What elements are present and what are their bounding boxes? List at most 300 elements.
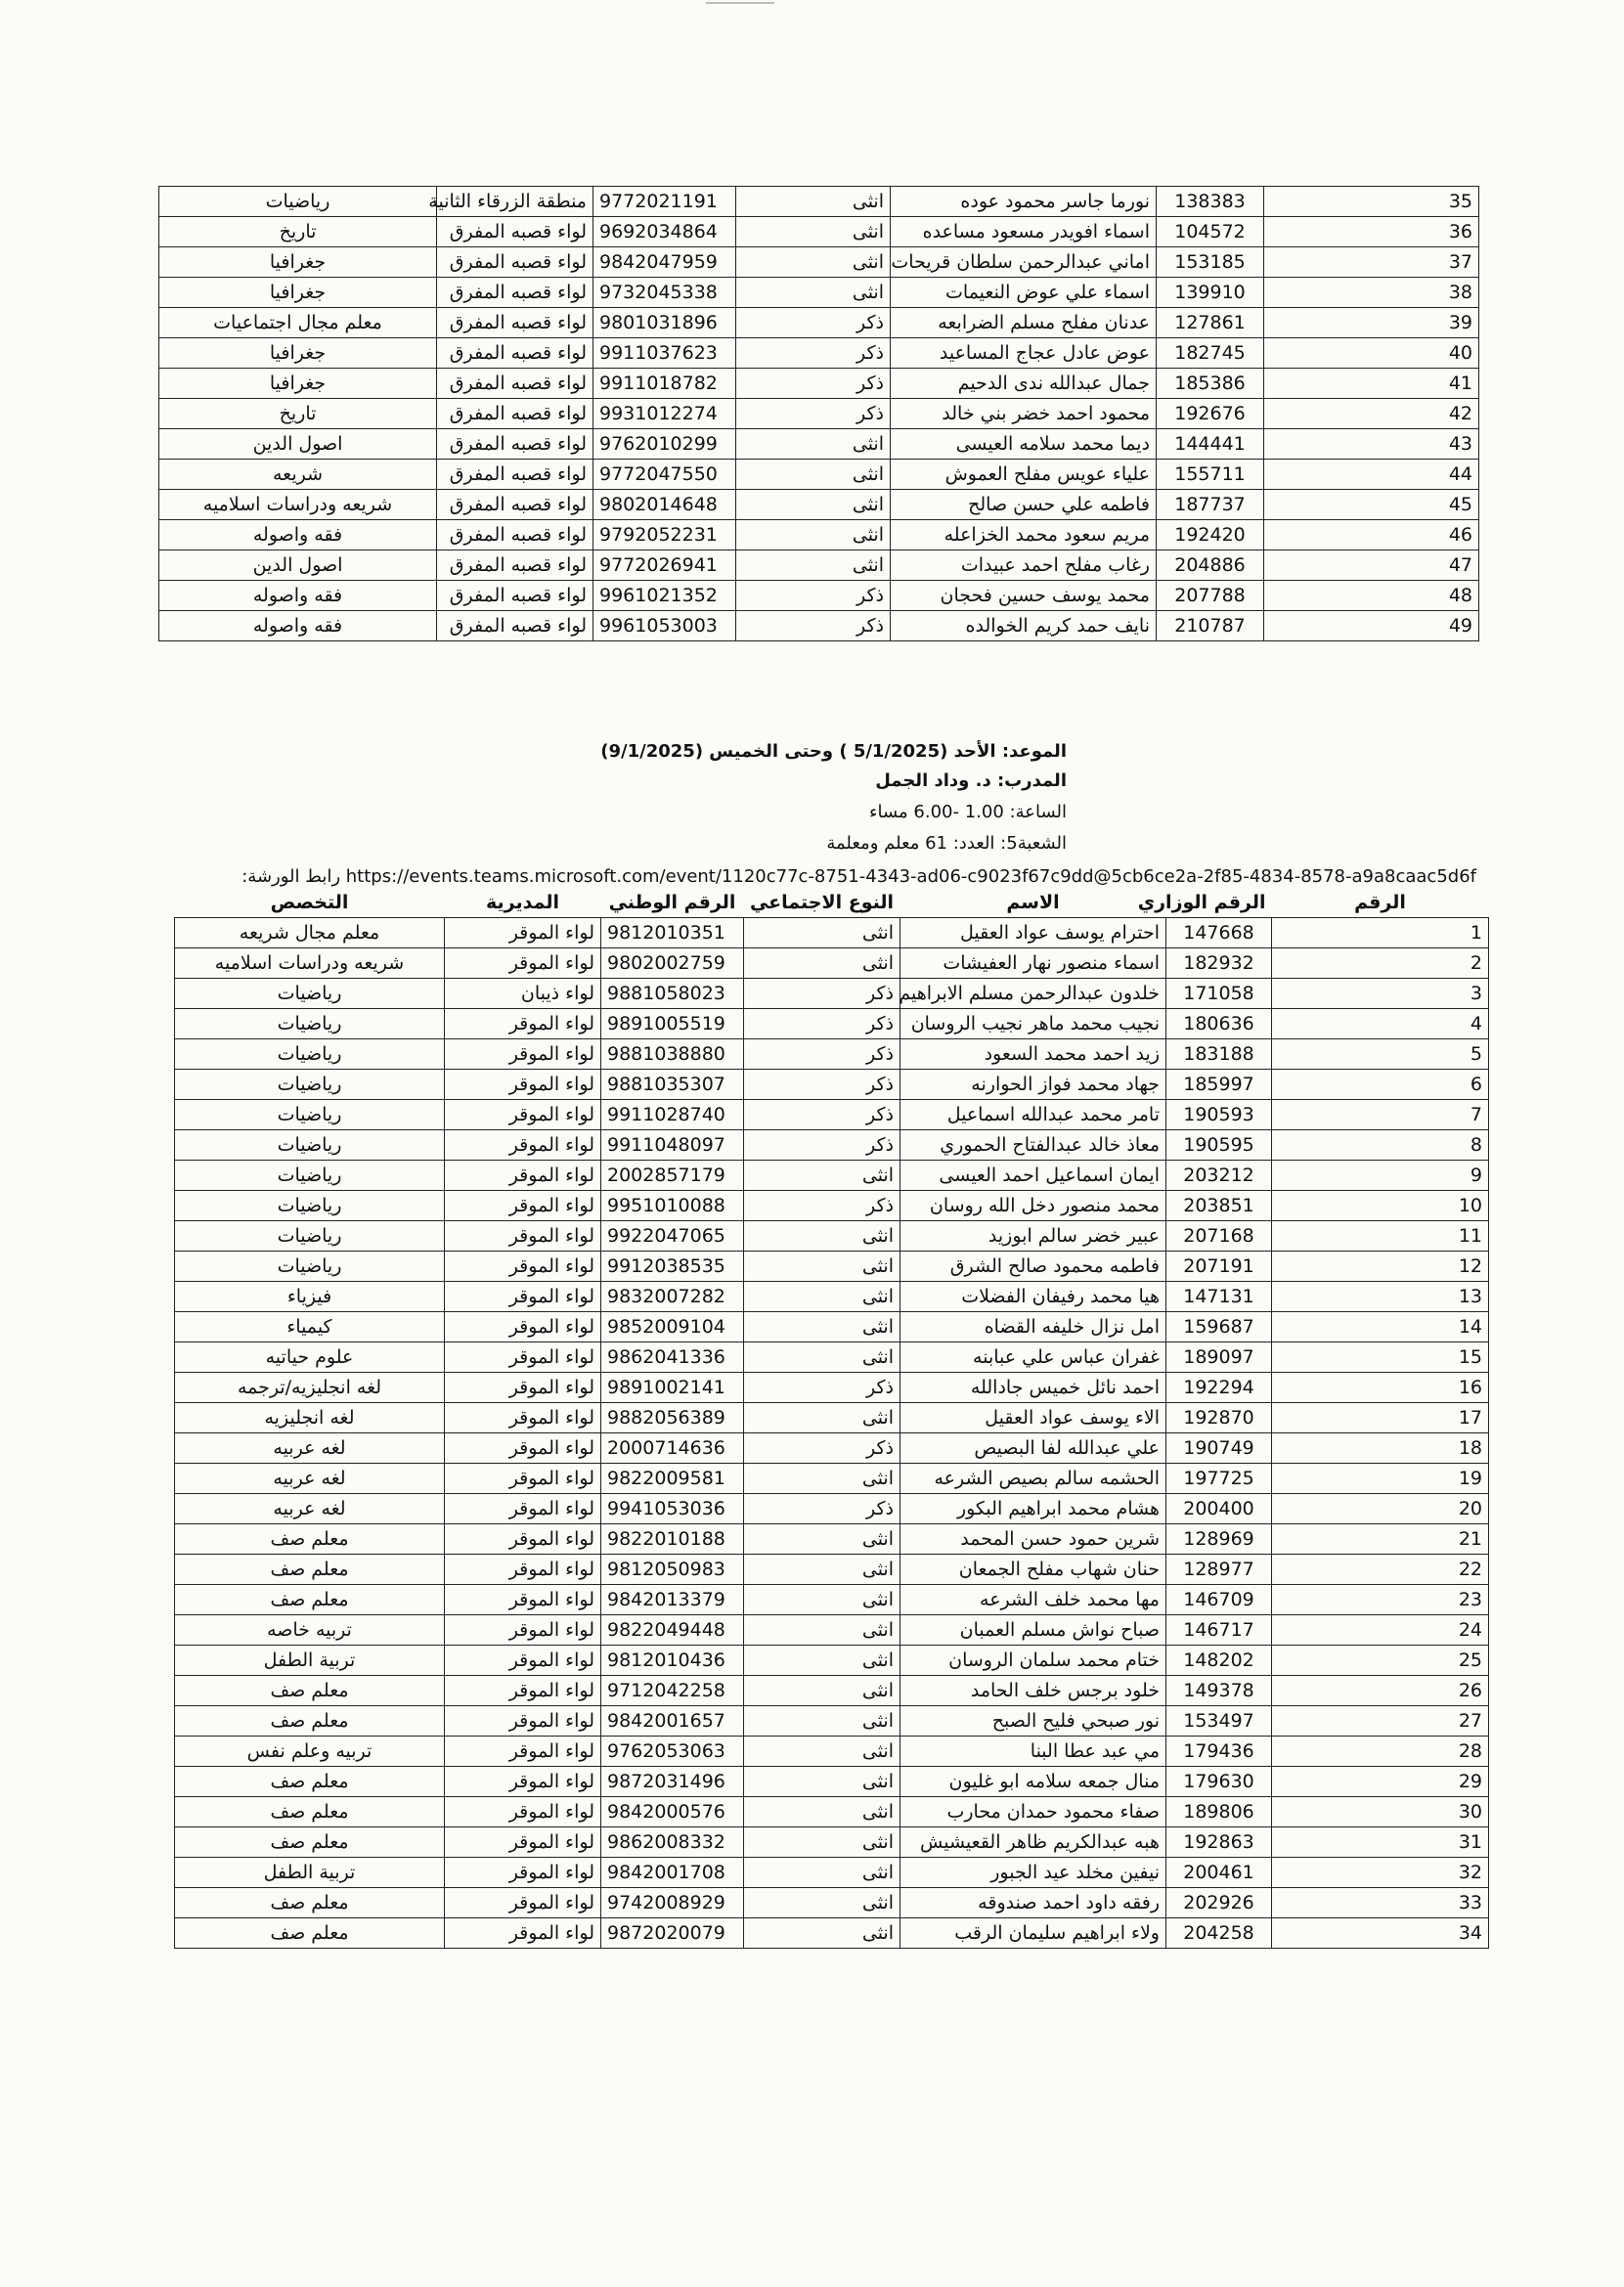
specialization-cell: رياضيات bbox=[175, 1070, 445, 1100]
ministry-id-cell: 190595 bbox=[1166, 1130, 1272, 1161]
index-cell: 41 bbox=[1264, 369, 1479, 399]
name-cell: زيد احمد محمد السعود bbox=[900, 1039, 1166, 1070]
workshop-link bbox=[166, 866, 1476, 887]
ministry-id-cell: 139910 bbox=[1157, 278, 1264, 308]
national-id-cell: 9941053036 bbox=[601, 1494, 744, 1524]
name-cell: مي عبد عطا البنا bbox=[900, 1737, 1166, 1767]
ministry-id-cell: 192294 bbox=[1166, 1373, 1272, 1403]
index-cell: 35 bbox=[1264, 187, 1479, 217]
ministry-id-cell: 207788 bbox=[1157, 581, 1264, 611]
index-cell: 19 bbox=[1272, 1464, 1489, 1494]
name-cell: جهاد محمد فواز الحوارنه bbox=[900, 1070, 1166, 1100]
gender-cell: انثى bbox=[744, 1342, 900, 1373]
directorate-cell: لواء الموقر bbox=[445, 1312, 601, 1342]
name-cell: نايف حمد كريم الخوالده bbox=[891, 611, 1157, 641]
name-cell: فاطمه محمود صالح الشرق bbox=[900, 1252, 1166, 1282]
index-cell: 5 bbox=[1272, 1039, 1489, 1070]
directorate-cell: لواء قصبه المفرق bbox=[437, 550, 593, 581]
specialization-cell: رياضيات bbox=[175, 1161, 445, 1191]
table-row bbox=[175, 1737, 1489, 1767]
name-cell: هبه عبدالكريم ظاهر القعيشيش bbox=[900, 1827, 1166, 1858]
table-row bbox=[175, 1555, 1489, 1585]
index-cell: 8 bbox=[1272, 1130, 1489, 1161]
ministry-id-cell: 190593 bbox=[1166, 1100, 1272, 1130]
index-cell: 29 bbox=[1272, 1767, 1489, 1797]
index-cell: 44 bbox=[1264, 460, 1479, 490]
directorate-cell: لواء الموقر bbox=[445, 1827, 601, 1858]
specialization-cell: رياضيات bbox=[175, 979, 445, 1009]
table-row bbox=[159, 369, 1479, 399]
gender-cell: ذكر bbox=[744, 1191, 900, 1221]
gender-cell: انثى bbox=[744, 1524, 900, 1555]
index-cell: 31 bbox=[1272, 1827, 1489, 1858]
index-cell: 21 bbox=[1272, 1524, 1489, 1555]
ministry-id-cell: 138383 bbox=[1157, 187, 1264, 217]
directorate-cell: لواء الموقر bbox=[445, 1706, 601, 1737]
index-cell: 23 bbox=[1272, 1585, 1489, 1615]
table-row bbox=[175, 948, 1489, 979]
specialization-cell: تربيه وعلم نفس bbox=[175, 1737, 445, 1767]
gender-cell: انثى bbox=[744, 1706, 900, 1737]
specialization-cell: معلم صف bbox=[175, 1918, 445, 1949]
directorate-cell: لواء الموقر bbox=[445, 1433, 601, 1464]
gender-cell: انثى bbox=[744, 1646, 900, 1676]
name-cell: عدنان مفلح مسلم الضرابعه bbox=[891, 308, 1157, 338]
specialization-cell: لغه عربيه bbox=[175, 1494, 445, 1524]
ministry-id-cell: 146717 bbox=[1166, 1615, 1272, 1646]
national-id-cell: 9862008332 bbox=[601, 1827, 744, 1858]
specialization-cell: جغرافيا bbox=[159, 247, 437, 278]
name-cell: شرين حمود حسن المحمد bbox=[900, 1524, 1166, 1555]
table-row bbox=[159, 338, 1479, 369]
national-id-cell: 9772026941 bbox=[593, 550, 736, 581]
directorate-cell: لواء الموقر bbox=[445, 1221, 601, 1252]
index-cell: 4 bbox=[1272, 1009, 1489, 1039]
gender-cell: انثى bbox=[744, 1888, 900, 1918]
specialization-cell: رياضيات bbox=[175, 1039, 445, 1070]
directorate-cell: لواء قصبه المفرق bbox=[437, 217, 593, 247]
directorate-cell: لواء الموقر bbox=[445, 1342, 601, 1373]
gender-cell: انثى bbox=[744, 1767, 900, 1797]
name-cell: نور صبحي فليح الصبح bbox=[900, 1706, 1166, 1737]
national-id-cell: 9822049448 bbox=[601, 1615, 744, 1646]
directorate-cell: لواء الموقر bbox=[445, 918, 601, 948]
index-cell: 32 bbox=[1272, 1858, 1489, 1888]
index-cell: 34 bbox=[1272, 1918, 1489, 1949]
gender-cell: انثى bbox=[744, 918, 900, 948]
directorate-cell: لواء الموقر bbox=[445, 1646, 601, 1676]
name-cell: محمد يوسف حسين فحجان bbox=[891, 581, 1157, 611]
specialization-cell: فقه واصوله bbox=[159, 611, 437, 641]
directorate-cell: لواء الموقر bbox=[445, 1767, 601, 1797]
gender-cell: انثى bbox=[736, 217, 891, 247]
directorate-cell: لواء الموقر bbox=[445, 1888, 601, 1918]
name-cell: رغاب مفلح احمد عبيدات bbox=[891, 550, 1157, 581]
specialization-cell: تاريخ bbox=[159, 217, 437, 247]
national-id-cell: 9961053003 bbox=[593, 611, 736, 641]
national-id-cell: 9801031896 bbox=[593, 308, 736, 338]
ministry-id-cell: 185997 bbox=[1166, 1070, 1272, 1100]
index-cell: 47 bbox=[1264, 550, 1479, 581]
gender-cell: انثى bbox=[744, 1555, 900, 1585]
index-cell: 1 bbox=[1272, 918, 1489, 948]
gender-cell: ذكر bbox=[736, 611, 891, 641]
national-id-cell: 9951010088 bbox=[601, 1191, 744, 1221]
ministry-id-cell: 210787 bbox=[1157, 611, 1264, 641]
national-id-cell: 9742008929 bbox=[601, 1888, 744, 1918]
directorate-cell: لواء الموقر bbox=[445, 1403, 601, 1433]
ministry-id-cell: 190749 bbox=[1166, 1433, 1272, 1464]
ministry-id-cell: 207191 bbox=[1166, 1252, 1272, 1282]
directorate-cell: لواء الموقر bbox=[445, 1615, 601, 1646]
ministry-id-cell: 204258 bbox=[1166, 1918, 1272, 1949]
name-cell: علي عبدالله لفا البصيص bbox=[900, 1433, 1166, 1464]
gender-cell: انثى bbox=[736, 278, 891, 308]
national-id-cell: 9762010299 bbox=[593, 429, 736, 460]
workshop-link-url[interactable]: https://events.teams.microsoft.com/event/1120c77c-8751-4343-ad06-c9023f67c9dd@5cb6ce2a-2f85-4834-8578-a9a8caac5d6f bbox=[345, 866, 1476, 887]
index-cell: 46 bbox=[1264, 520, 1479, 550]
gender-cell: ذكر bbox=[744, 1494, 900, 1524]
table-row bbox=[175, 1070, 1489, 1100]
directorate-cell: لواء قصبه المفرق bbox=[437, 460, 593, 490]
ministry-id-cell: 149378 bbox=[1166, 1676, 1272, 1706]
specialization-cell: معلم صف bbox=[175, 1888, 445, 1918]
specialization-cell: لغه عربيه bbox=[175, 1433, 445, 1464]
ministry-id-cell: 155711 bbox=[1157, 460, 1264, 490]
table-row bbox=[175, 1706, 1489, 1737]
table-row bbox=[175, 1282, 1489, 1312]
table-row bbox=[175, 1252, 1489, 1282]
gender-cell: انثى bbox=[744, 1827, 900, 1858]
directorate-cell: لواء الموقر bbox=[445, 1464, 601, 1494]
gender-cell: انثى bbox=[744, 1161, 900, 1191]
ministry-id-cell: 128977 bbox=[1166, 1555, 1272, 1585]
directorate-cell: لواء الموقر bbox=[445, 1161, 601, 1191]
national-id-cell: 9882056389 bbox=[601, 1403, 744, 1433]
name-cell: مريم سعود محمد الخزاعله bbox=[891, 520, 1157, 550]
index-cell: 12 bbox=[1272, 1252, 1489, 1282]
table-row bbox=[159, 550, 1479, 581]
ministry-id-cell: 180636 bbox=[1166, 1009, 1272, 1039]
ministry-id-cell: 179436 bbox=[1166, 1737, 1272, 1767]
index-cell: 38 bbox=[1264, 278, 1479, 308]
directorate-cell: لواء الموقر bbox=[445, 1252, 601, 1282]
table-row bbox=[175, 1009, 1489, 1039]
table-row bbox=[159, 460, 1479, 490]
directorate-cell: لواء الموقر bbox=[445, 1070, 601, 1100]
table-row bbox=[175, 1918, 1489, 1949]
gender-cell: انثى bbox=[744, 1797, 900, 1827]
directorate-cell: لواء قصبه المفرق bbox=[437, 369, 593, 399]
specialization-cell: تربيه خاصه bbox=[175, 1615, 445, 1646]
name-cell: الاء يوسف عواد العقيل bbox=[900, 1403, 1166, 1433]
ministry-id-cell: 204886 bbox=[1157, 550, 1264, 581]
index-cell: 42 bbox=[1264, 399, 1479, 429]
national-id-cell: 9802002759 bbox=[601, 948, 744, 979]
national-id-cell: 9842013379 bbox=[601, 1585, 744, 1615]
specialization-cell: لغه انجليزيه bbox=[175, 1403, 445, 1433]
name-cell: ايمان اسماعيل احمد العيسى bbox=[900, 1161, 1166, 1191]
name-cell: اسماء افويدر مسعود مساعده bbox=[891, 217, 1157, 247]
section-count: الشعبة5: العدد: 61 معلم ومعلمة bbox=[826, 833, 1067, 854]
name-cell: الحشمه سالم بصيص الشرعه bbox=[900, 1464, 1166, 1494]
table-row bbox=[175, 1888, 1489, 1918]
index-cell: 45 bbox=[1264, 490, 1479, 520]
national-id-cell: 9872031496 bbox=[601, 1767, 744, 1797]
table-row bbox=[175, 1646, 1489, 1676]
ministry-id-cell: 171058 bbox=[1166, 979, 1272, 1009]
national-id-cell: 9922047065 bbox=[601, 1221, 744, 1252]
gender-cell: ذكر bbox=[744, 1039, 900, 1070]
index-cell: 14 bbox=[1272, 1312, 1489, 1342]
ministry-id-cell: 200400 bbox=[1166, 1494, 1272, 1524]
table-row bbox=[159, 611, 1479, 641]
specialization-cell: رياضيات bbox=[175, 1009, 445, 1039]
table-row bbox=[159, 308, 1479, 338]
national-id-cell: 9931012274 bbox=[593, 399, 736, 429]
specialization-cell: جغرافيا bbox=[159, 338, 437, 369]
header-national-id: الرقم الوطني bbox=[601, 888, 744, 918]
gender-cell: ذكر bbox=[744, 1373, 900, 1403]
specialization-cell: فقه واصوله bbox=[159, 520, 437, 550]
header-ministry-id: الرقم الوزاري bbox=[1166, 888, 1272, 918]
ministry-id-cell: 153497 bbox=[1166, 1706, 1272, 1737]
ministry-id-cell: 153185 bbox=[1157, 247, 1264, 278]
table-row bbox=[159, 278, 1479, 308]
national-id-cell: 9732045338 bbox=[593, 278, 736, 308]
index-cell: 10 bbox=[1272, 1191, 1489, 1221]
gender-cell: انثى bbox=[736, 187, 891, 217]
header-name: الاسم bbox=[900, 888, 1166, 918]
gender-cell: انثى bbox=[744, 948, 900, 979]
directorate-cell: لواء الموقر bbox=[445, 1282, 601, 1312]
specialization-cell: جغرافيا bbox=[159, 369, 437, 399]
table-row bbox=[175, 1524, 1489, 1555]
specialization-cell: تاريخ bbox=[159, 399, 437, 429]
index-cell: 37 bbox=[1264, 247, 1479, 278]
name-cell: حنان شهاب مفلح الجمعان bbox=[900, 1555, 1166, 1585]
national-id-cell: 9862041336 bbox=[601, 1342, 744, 1373]
directorate-cell: لواء الموقر bbox=[445, 1858, 601, 1888]
schedule-date: الموعد: الأحد (5/1/2025 ) وحتى الخميس (9/1/2025) bbox=[600, 741, 1067, 762]
national-id-cell: 9911048097 bbox=[601, 1130, 744, 1161]
table-row bbox=[159, 429, 1479, 460]
name-cell: ولاء ابراهيم سليمان الرقب bbox=[900, 1918, 1166, 1949]
name-cell: محمد منصور دخل الله روسان bbox=[900, 1191, 1166, 1221]
trainer-name: المدرب: د. وداد الجمل bbox=[875, 770, 1067, 791]
table-row bbox=[175, 1403, 1489, 1433]
gender-cell: انثى bbox=[744, 1615, 900, 1646]
table-row bbox=[159, 490, 1479, 520]
national-id-cell: 9762053063 bbox=[601, 1737, 744, 1767]
specialization-cell: فقه واصوله bbox=[159, 581, 437, 611]
name-cell: اسماء علي عوض النعيمات bbox=[891, 278, 1157, 308]
ministry-id-cell: 192863 bbox=[1166, 1827, 1272, 1858]
table-row bbox=[175, 1342, 1489, 1373]
ministry-id-cell: 197725 bbox=[1166, 1464, 1272, 1494]
gender-cell: ذكر bbox=[736, 369, 891, 399]
name-cell: محمود احمد خضر بني خالد bbox=[891, 399, 1157, 429]
roster-table-continued bbox=[158, 186, 1479, 641]
specialization-cell: جغرافيا bbox=[159, 278, 437, 308]
ministry-id-cell: 148202 bbox=[1166, 1646, 1272, 1676]
national-id-cell: 9812010351 bbox=[601, 918, 744, 948]
directorate-cell: لواء الموقر bbox=[445, 1585, 601, 1615]
workshop-link-label: رابط الورشة: bbox=[241, 866, 341, 887]
index-cell: 15 bbox=[1272, 1342, 1489, 1373]
specialization-cell: رياضيات bbox=[175, 1252, 445, 1282]
gender-cell: انثى bbox=[744, 1858, 900, 1888]
specialization-cell: رياضيات bbox=[175, 1191, 445, 1221]
ministry-id-cell: 182932 bbox=[1166, 948, 1272, 979]
index-cell: 48 bbox=[1264, 581, 1479, 611]
gender-cell: انثى bbox=[744, 1737, 900, 1767]
table-row bbox=[175, 1464, 1489, 1494]
national-id-cell: 9872020079 bbox=[601, 1918, 744, 1949]
table-row bbox=[175, 1039, 1489, 1070]
table-row bbox=[175, 1100, 1489, 1130]
index-cell: 9 bbox=[1272, 1161, 1489, 1191]
ministry-id-cell: 203212 bbox=[1166, 1161, 1272, 1191]
directorate-cell: لواء الموقر bbox=[445, 1191, 601, 1221]
gender-cell: ذكر bbox=[736, 338, 891, 369]
name-cell: فاطمه علي حسن صالح bbox=[891, 490, 1157, 520]
gender-cell: انثى bbox=[736, 490, 891, 520]
name-cell: ختام محمد سلمان الروسان bbox=[900, 1646, 1166, 1676]
specialization-cell: رياضيات bbox=[175, 1221, 445, 1252]
header-directorate: المديرية bbox=[445, 888, 601, 918]
name-cell: امل نزال خليفه القضاه bbox=[900, 1312, 1166, 1342]
ministry-id-cell: 144441 bbox=[1157, 429, 1264, 460]
table-row bbox=[175, 979, 1489, 1009]
table-row bbox=[175, 1191, 1489, 1221]
table-row bbox=[175, 1858, 1489, 1888]
specialization-cell: معلم مجال اجتماعيات bbox=[159, 308, 437, 338]
gender-cell: انثى bbox=[744, 1918, 900, 1949]
index-cell: 22 bbox=[1272, 1555, 1489, 1585]
table-row bbox=[159, 187, 1479, 217]
name-cell: خلود برجس خلف الحامد bbox=[900, 1676, 1166, 1706]
index-cell: 40 bbox=[1264, 338, 1479, 369]
gender-cell: ذكر bbox=[744, 1070, 900, 1100]
directorate-cell: لواء الموقر bbox=[445, 1797, 601, 1827]
national-id-cell: 9772021191 bbox=[593, 187, 736, 217]
specialization-cell: كيمياء bbox=[175, 1312, 445, 1342]
directorate-cell: لواء قصبه المفرق bbox=[437, 278, 593, 308]
name-cell: منال جمعه سلامه ابو غليون bbox=[900, 1767, 1166, 1797]
index-cell: 28 bbox=[1272, 1737, 1489, 1767]
national-id-cell: 2002857179 bbox=[601, 1161, 744, 1191]
gender-cell: انثى bbox=[744, 1585, 900, 1615]
specialization-cell: تربية الطفل bbox=[175, 1646, 445, 1676]
gender-cell: ذكر bbox=[736, 581, 891, 611]
specialization-cell: معلم صف bbox=[175, 1585, 445, 1615]
ministry-id-cell: 128969 bbox=[1166, 1524, 1272, 1555]
national-id-cell: 9822010188 bbox=[601, 1524, 744, 1555]
index-cell: 11 bbox=[1272, 1221, 1489, 1252]
gender-cell: انثى bbox=[744, 1676, 900, 1706]
name-cell: اسماء منصور نهار العفيشات bbox=[900, 948, 1166, 979]
index-cell: 24 bbox=[1272, 1615, 1489, 1646]
national-id-cell: 9852009104 bbox=[601, 1312, 744, 1342]
table-row bbox=[175, 1221, 1489, 1252]
name-cell: رفقه داود احمد صندوقه bbox=[900, 1888, 1166, 1918]
directorate-cell: لواء قصبه المفرق bbox=[437, 247, 593, 278]
national-id-cell: 2000714636 bbox=[601, 1433, 744, 1464]
table-row bbox=[175, 1130, 1489, 1161]
ministry-id-cell: 159687 bbox=[1166, 1312, 1272, 1342]
gender-cell: ذكر bbox=[744, 1100, 900, 1130]
ministry-id-cell: 147131 bbox=[1166, 1282, 1272, 1312]
directorate-cell: لواء الموقر bbox=[445, 1918, 601, 1949]
index-cell: 2 bbox=[1272, 948, 1489, 979]
ministry-id-cell: 189806 bbox=[1166, 1797, 1272, 1827]
national-id-cell: 9772047550 bbox=[593, 460, 736, 490]
specialization-cell: اصول الدين bbox=[159, 550, 437, 581]
national-id-cell: 9891005519 bbox=[601, 1009, 744, 1039]
directorate-cell: لواء الموقر bbox=[445, 1009, 601, 1039]
national-id-cell: 9812010436 bbox=[601, 1646, 744, 1676]
directorate-cell: لواء قصبه المفرق bbox=[437, 399, 593, 429]
table-row bbox=[159, 399, 1479, 429]
national-id-cell: 9881058023 bbox=[601, 979, 744, 1009]
index-cell: 3 bbox=[1272, 979, 1489, 1009]
specialization-cell: معلم صف bbox=[175, 1827, 445, 1858]
directorate-cell: لواء الموقر bbox=[445, 1555, 601, 1585]
national-id-cell: 9911028740 bbox=[601, 1100, 744, 1130]
directorate-cell: لواء الموقر bbox=[445, 1737, 601, 1767]
specialization-cell: علوم حياتيه bbox=[175, 1342, 445, 1373]
header-index: الرقم bbox=[1272, 888, 1489, 918]
directorate-cell: لواء قصبه المفرق bbox=[437, 308, 593, 338]
index-cell: 33 bbox=[1272, 1888, 1489, 1918]
table-row bbox=[175, 1494, 1489, 1524]
table-row bbox=[175, 918, 1489, 948]
specialization-cell: شريعه bbox=[159, 460, 437, 490]
national-id-cell: 9802014648 bbox=[593, 490, 736, 520]
name-cell: علياء عويس مفلح العموش bbox=[891, 460, 1157, 490]
gender-cell: انثى bbox=[744, 1403, 900, 1433]
name-cell: ديما محمد سلامه العيسى bbox=[891, 429, 1157, 460]
national-id-cell: 9812050983 bbox=[601, 1555, 744, 1585]
directorate-cell: لواء قصبه المفرق bbox=[437, 338, 593, 369]
index-cell: 30 bbox=[1272, 1797, 1489, 1827]
directorate-cell: لواء قصبه المفرق bbox=[437, 520, 593, 550]
index-cell: 25 bbox=[1272, 1646, 1489, 1676]
name-cell: نجيب محمد ماهر نجيب الروسان bbox=[900, 1009, 1166, 1039]
specialization-cell: تربية الطفل bbox=[175, 1858, 445, 1888]
specialization-cell: لغه عربيه bbox=[175, 1464, 445, 1494]
gender-cell: ذكر bbox=[744, 979, 900, 1009]
table-row bbox=[175, 1676, 1489, 1706]
gender-cell: انثى bbox=[744, 1252, 900, 1282]
national-id-cell: 9832007282 bbox=[601, 1282, 744, 1312]
specialization-cell: معلم صف bbox=[175, 1524, 445, 1555]
ministry-id-cell: 192420 bbox=[1157, 520, 1264, 550]
ministry-id-cell: 182745 bbox=[1157, 338, 1264, 369]
specialization-cell: معلم صف bbox=[175, 1797, 445, 1827]
national-id-cell: 9712042258 bbox=[601, 1676, 744, 1706]
table-row bbox=[159, 247, 1479, 278]
table-row bbox=[175, 1767, 1489, 1797]
gender-cell: ذكر bbox=[736, 399, 891, 429]
gender-cell: انثى bbox=[736, 429, 891, 460]
specialization-cell: رياضيات bbox=[159, 187, 437, 217]
ministry-id-cell: 146709 bbox=[1166, 1585, 1272, 1615]
specialization-cell: شريعه ودراسات اسلاميه bbox=[159, 490, 437, 520]
index-cell: 16 bbox=[1272, 1373, 1489, 1403]
session-time: الساعة: 1.00 -6.00 مساء bbox=[869, 802, 1067, 822]
